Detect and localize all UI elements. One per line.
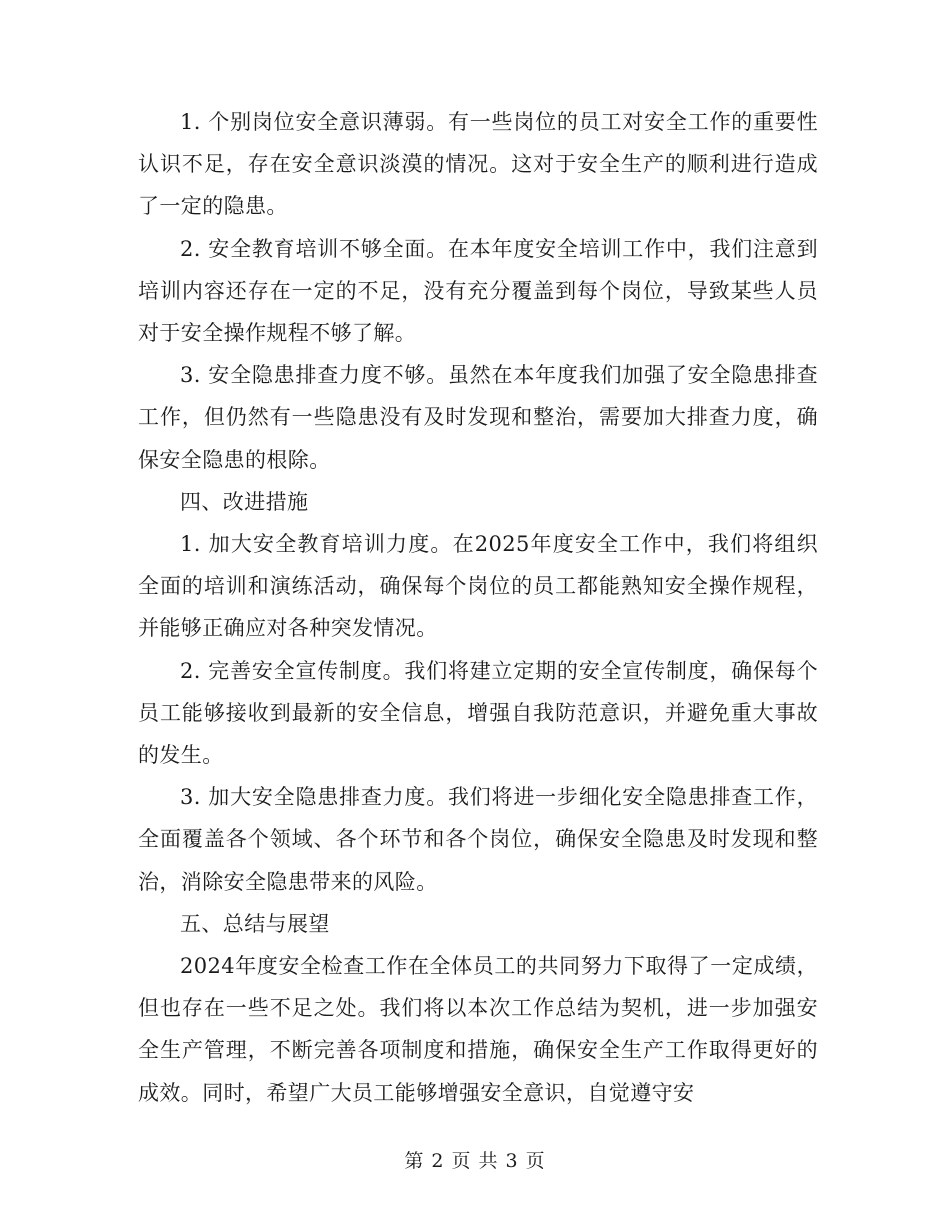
page-number-footer: 第 2 页 共 3 页 [404, 1150, 546, 1172]
paragraph-5: 2. 完善安全宣传制度。我们将建立定期的安全宣传制度，确保每个员工能够接收到最新的安全信息，增强自我防范意识，并避免重大事故的发生。 [138, 658, 818, 768]
paragraph-4: 1. 加大安全教育培训力度。在2025年度安全工作中，我们将组织全面的培训和演练活动，确保每个岗位的员工都能熟知安全操作规程，并能够正确应对各种突发情况。 [138, 532, 818, 641]
paragraph-1: 1. 个别岗位安全意识薄弱。有一些岗位的员工对安全工作的重要性认识不足，存在安全意识淡漠的情况。这对于安全生产的顺利进行造成了一定的隐患。 [138, 110, 818, 219]
document-body [138, 101, 818, 1114]
paragraph-6: 3. 加大安全隐患排查力度。我们将进一步细化安全隐患排查工作，全面覆盖各个领域、各个环节和各个岗位，确保安全隐患及时发现和整治，消除安全隐患带来的风险。 [138, 785, 818, 894]
section-heading-improvements: 四、改进措施 [180, 489, 309, 514]
section-heading-summary: 五、总结与展望 [180, 911, 330, 936]
paragraph-2: 2. 安全教育培训不够全面。在本年度安全培训工作中，我们注意到培训内容还存在一定的不足，没有充分覆盖到每个岗位，导致某些人员对于安全操作规程不够了解。 [138, 236, 818, 346]
paragraph-7: 2024年度安全检查工作在全体员工的共同努力下取得了一定成绩，但也存在一些不足之处。我们将以本次工作总结为契机，进一步加强安全生产管理，不断完善各项制度和措施，确保安全生产工作取得更好的成效。同时，希望广大员工能够增强安全意识，自觉遵守安 [138, 954, 818, 1105]
paragraph-3: 3. 安全隐患排查力度不够。虽然在本年度我们加强了安全隐患排查工作，但仍然有一些隐患没有及时发现和整治，需要加大排查力度，确保安全隐患的根除。 [138, 363, 818, 472]
